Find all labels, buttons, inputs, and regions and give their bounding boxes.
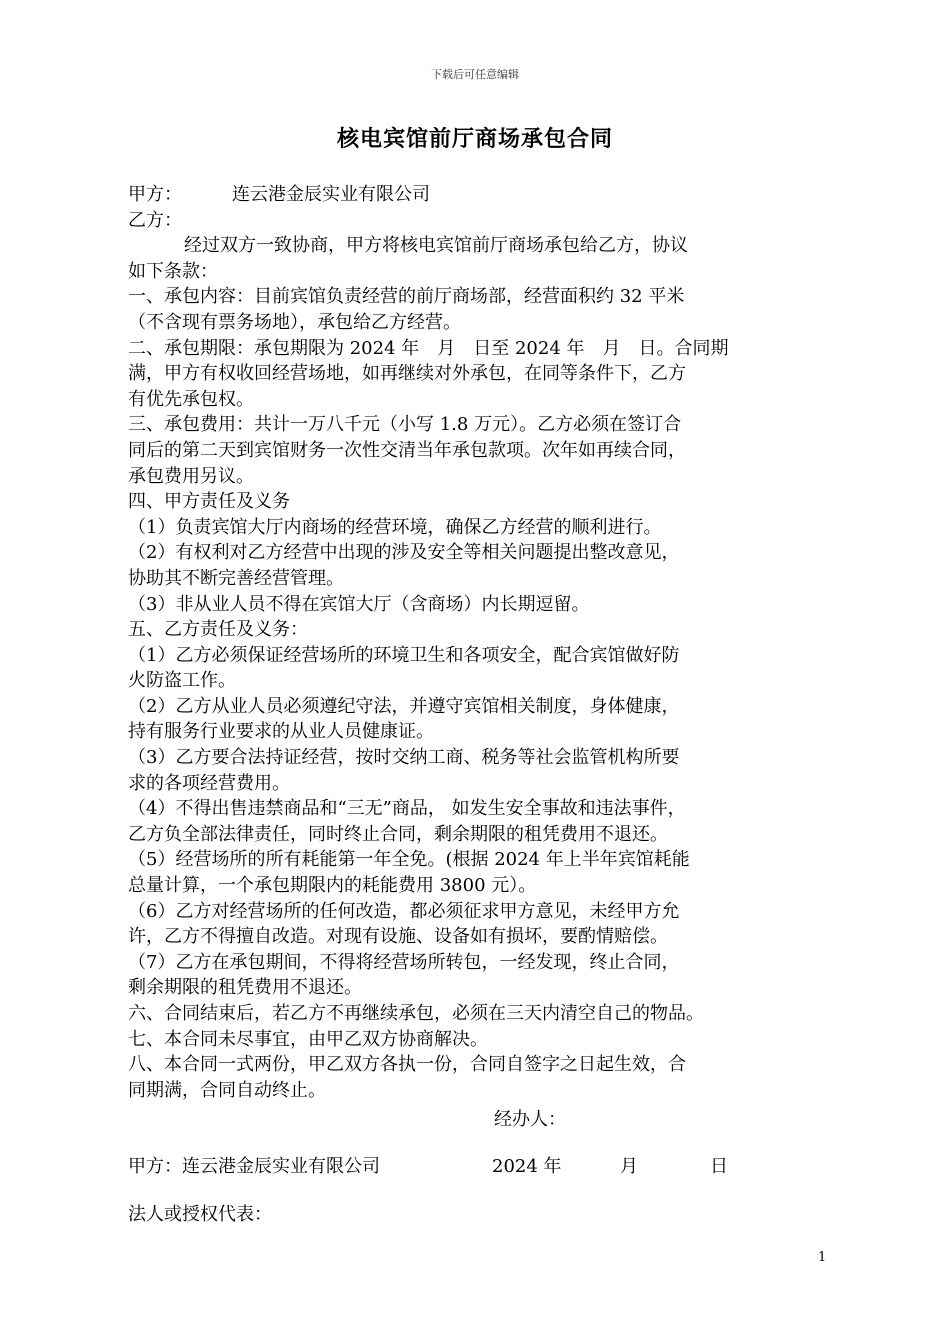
clause-line: 许，乙方不得擅自改造。对现有设施、设备如有损坏，要酌情赔偿。 [128, 926, 668, 948]
clause-line: 持有服务行业要求的从业人员健康证。 [128, 721, 434, 743]
clause-line: 四、甲方责任及义务 [128, 491, 290, 513]
clause-line: 一、承包内容：目前宾馆负责经营的前厅商场部，经营面积约 32 平米 [128, 286, 685, 308]
clauses-list [128, 284, 828, 1103]
party-a-name: 连云港金辰实业有限公司 [232, 184, 430, 205]
legal-representative-line: 法人或授权代表： [128, 1204, 272, 1225]
clause-line: 七、本合同未尽事宜，由甲乙双方协商解决。 [128, 1028, 488, 1050]
clause-line: （6）乙方对经营场所的任何改造，都必须征求甲方意见，未经甲方允 [128, 900, 680, 922]
clause-line: （1）负责宾馆大厅内商场的经营环境，确保乙方经营的顺利进行。 [128, 516, 662, 538]
clause-line: （7）乙方在承包期间，不得将经营场所转包，一经发现，终止合同， [128, 951, 680, 973]
clause-line: 三、承包费用：共计一万八千元（小写 1.8 万元）。乙方必须在签订合 [128, 414, 682, 436]
clause-line: （1）乙方必须保证经营场所的环境卫生和各项安全，配合宾馆做好防 [128, 644, 680, 666]
document-title: 核电宾馆前厅商场承包合同 [336, 126, 613, 152]
party-a-line [128, 182, 828, 208]
clause-line: 火防盗工作。 [128, 670, 236, 692]
party-a-label: 甲方： [128, 184, 182, 205]
clause-line: （不含现有票务场地），承包给乙方经营。 [128, 311, 461, 333]
clause-line: 协助其不断完善经营管理。 [128, 567, 344, 589]
clause-line: （4）不得出售违禁商品和“三无”商品， 如发生安全事故和违法事件， [128, 798, 686, 820]
clause-line: 五、乙方责任及义务： [128, 619, 308, 641]
clause-line: 乙方负全部法律责任，同时终止合同，剩余期限的租凭费用不退还。 [128, 823, 668, 845]
clause-line: 二、承包期限：承包期限为 2024 年 月 日至 2024 年 月 日。合同期 [128, 337, 729, 359]
clause-line: 剩余期限的租凭费用不退还。 [128, 977, 362, 999]
contract-body [128, 182, 828, 1103]
sign-date-month: 月 [620, 1156, 638, 1177]
sign-date-day: 日 [710, 1156, 728, 1177]
clause-line: 总量计算，一个承包期限内的耗能费用 3800 元）。 [128, 875, 537, 897]
clause-line: 承包费用另议。 [128, 465, 254, 487]
clause-line: 同期满，合同自动终止。 [128, 1079, 326, 1101]
party-b-line: 乙方： [128, 209, 182, 231]
handler-line: 经办人： [494, 1109, 566, 1130]
clause-line: 求的各项经营费用。 [128, 772, 290, 794]
clause-line: （2）乙方从业人员必须遵纪守法，并遵守宾馆相关制度，身体健康， [128, 695, 680, 717]
clause-line: 有优先承包权。 [128, 388, 254, 410]
party-a-signature-line [128, 1152, 828, 1178]
clause-line: 同后的第二天到宾馆财务一次性交清当年承包款项。次年如再续合同， [128, 439, 686, 461]
clause-line: 八、本合同一式两份，甲乙双方各执一份，合同自签字之日起生效，合 [128, 1054, 686, 1076]
header-note: 下载后可任意编辑 [431, 68, 519, 81]
page-number: 1 [818, 1250, 827, 1265]
sign-date-year: 2024 年 [492, 1156, 562, 1177]
intro-line: 经过双方一致协商，甲方将核电宾馆前厅商场承包给乙方，协议 [184, 235, 688, 257]
clause-line: （3）非从业人员不得在宾馆大厅（含商场）内长期逗留。 [128, 593, 590, 615]
clause-line: 六、合同结束后，若乙方不再继续承包，必须在三天内清空自己的物品。 [128, 1003, 704, 1024]
party-a-signature: 甲方：连云港金辰实业有限公司 [128, 1156, 380, 1177]
clause-line: （5）经营场所的所有耗能第一年全免。(根据 2024 年上半年宾馆耗能 [128, 849, 690, 871]
intro-line: 如下条款： [128, 260, 218, 282]
clause-line: 满，甲方有权收回经营场地，如再继续对外承包，在同等条件下，乙方 [128, 363, 686, 385]
clause-line: （3）乙方要合法持证经营，按时交纳工商、税务等社会监管机构所要 [128, 747, 680, 769]
clause-line: （2）有权利对乙方经营中出现的涉及安全等相关问题提出整改意见， [128, 542, 680, 564]
